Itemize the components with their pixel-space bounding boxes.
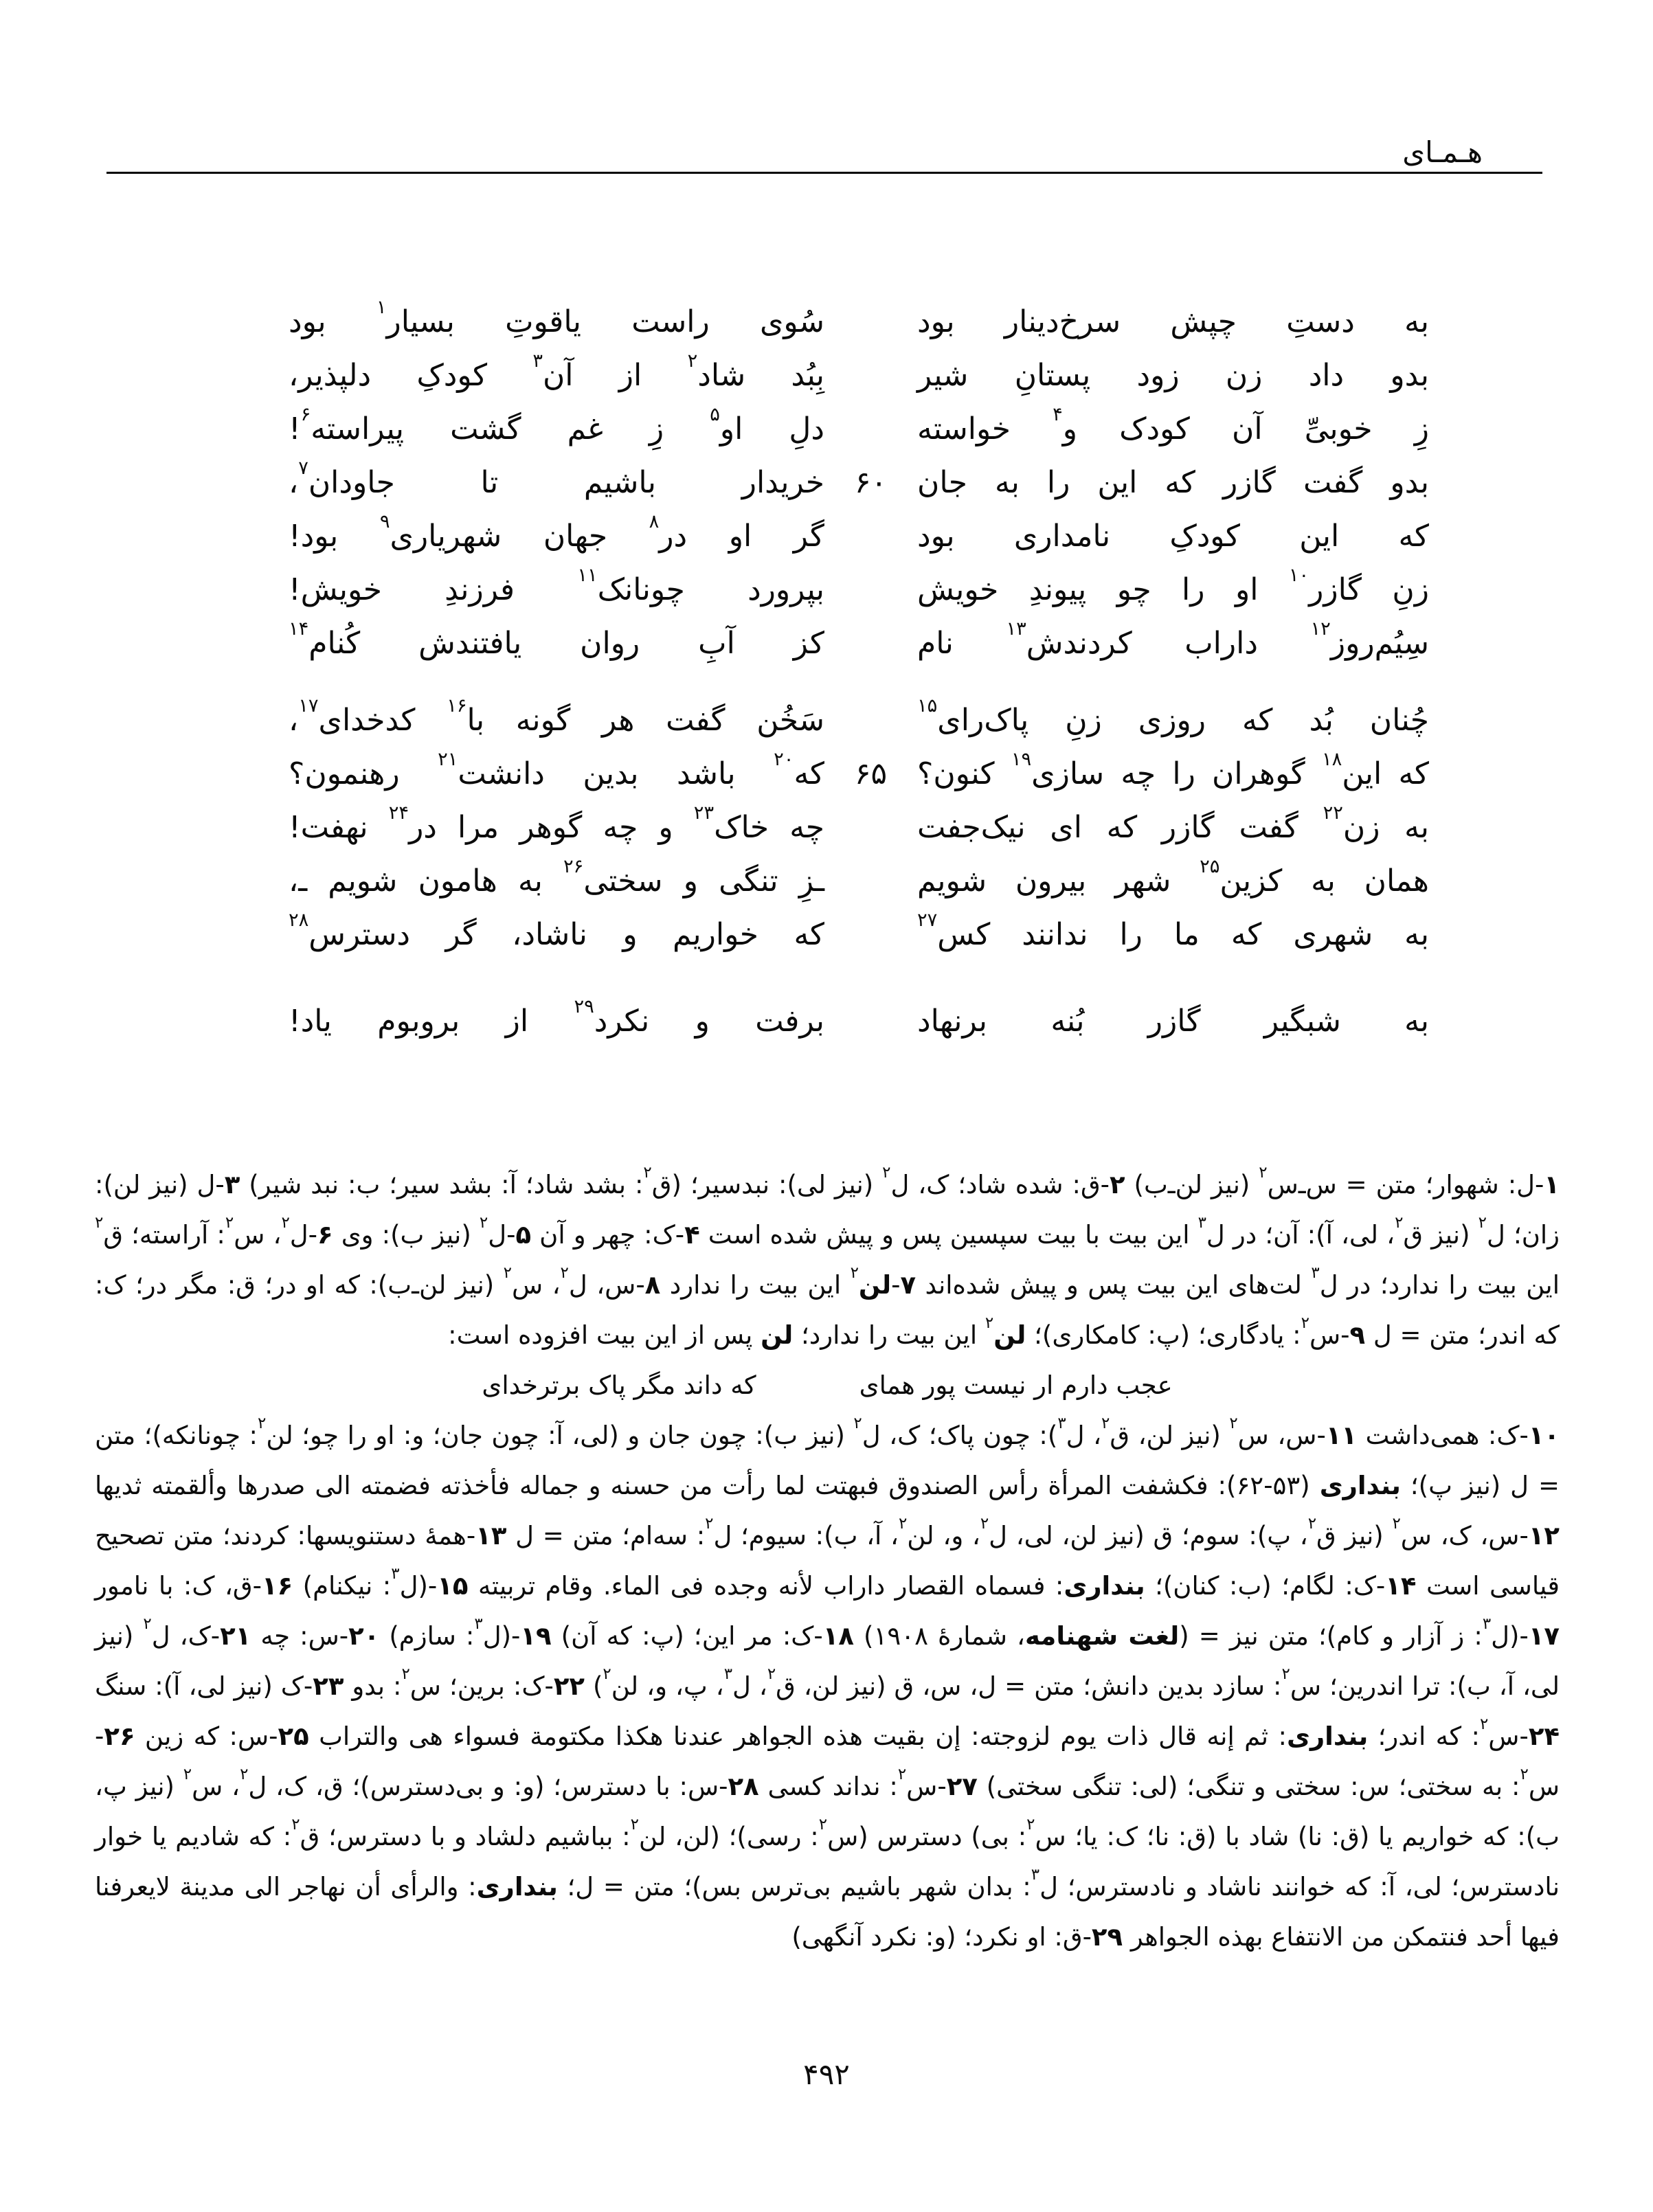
second-hemistich: بپرورد چونانک$^{۱۱}$ فرزندِ خویش! [289, 564, 824, 607]
footnote-ref: ۱۶ [447, 695, 467, 716]
footnote-ref: ۲ [630, 1816, 639, 1834]
first-hemistich: به دستِ چپش سرخ‌دینار بود [917, 304, 1429, 339]
footnote-ref: ۲ [401, 1665, 410, 1684]
footnote-ref: ۱۱ [577, 564, 598, 586]
footnote-ref: ۲۴ [388, 802, 409, 824]
footnote-ref: ۳ [532, 350, 543, 372]
inserted-verse-first-hemistich: عجب دارم ار نیست پور همای [859, 1370, 1173, 1400]
footnote-ref: ۱۴ [289, 618, 309, 640]
bold-siglum: ۲۲ [553, 1671, 585, 1701]
footnote-ref: ۲ [183, 1765, 192, 1784]
first-hemistich: که این$^{۱۸}$ گوهران را چه سازی$^{۱۹}$ کنون؟ [917, 748, 1429, 791]
second-hemistich: که خواریم و ناشاد، گر دسترس$^{۲۸}$ [289, 909, 824, 952]
bold-siglum: لن [858, 1270, 892, 1300]
footnote-ref: ۴ [1053, 403, 1063, 425]
footnote-ref: ۳ [723, 1665, 733, 1684]
stanza [289, 995, 1429, 1048]
verse-number: ۶۰ [854, 465, 888, 500]
couplet-row [289, 617, 1429, 670]
footnote-ref: ۲۳ [693, 802, 715, 824]
footnote-ref: ۲۶ [563, 855, 584, 877]
footnote-ref: ۲ [1395, 1214, 1404, 1232]
footnote-ref: ۲۸ [289, 909, 309, 931]
bold-siglum: ۲۴ [1528, 1722, 1560, 1751]
bold-siglum: ۶ [317, 1220, 333, 1250]
footnote-ref: ۲ [1479, 1715, 1489, 1734]
footnote-ref: ۲ [95, 1214, 104, 1232]
first-hemistich: بدو داد زن زود پستانِ شیر [917, 358, 1429, 393]
footnote-ref: ۶ [300, 403, 311, 425]
bold-siglum: ۱ [1544, 1170, 1560, 1199]
footnote-ref: ۲۷ [917, 909, 938, 931]
first-hemistich: چُنان بُد که روزی زنِ پاک‌رای$^{۱۵}$ [917, 695, 1429, 738]
bold-siglum: لغت شهنامه [1024, 1621, 1180, 1651]
bold-siglum: ۴ [684, 1220, 700, 1250]
bold-siglum: ۹ [1349, 1320, 1366, 1350]
second-hemistich: سَخُن گفت هر گونه با$^{۱۶}$ کدخدای$^{۱۷}$، [289, 695, 824, 738]
first-hemistich: به زن$^{۲۲}$ گفت گازر که ای نیک‌جفت [917, 802, 1429, 845]
footnote-ref: ۲ [503, 1264, 512, 1283]
couplet-row [289, 563, 1429, 617]
footnote-ref: ۲ [985, 1314, 994, 1333]
second-hemistich: برفت و نکرد$^{۲۹}$ از بروبوم یاد! [289, 995, 824, 1039]
footnote-ref: ۲ [281, 1214, 290, 1232]
couplet-row [289, 855, 1429, 908]
bold-siglum: ۱۰ [1528, 1421, 1560, 1450]
first-hemistich: به شبگیر گازر بُنه برنهاد [917, 1004, 1429, 1039]
footnote-ref: ۲ [882, 1164, 891, 1182]
footnote-ref: ۲ [291, 1816, 300, 1834]
bold-siglum: ۱۸ [822, 1621, 854, 1651]
footnote-ref: ۱۹ [1011, 748, 1032, 770]
footnote-ref: ۹ [379, 510, 390, 532]
page-number: ۴۹۲ [803, 2057, 850, 2091]
bold-siglum: ۱۲ [1528, 1521, 1560, 1550]
couplet-row [289, 747, 1429, 801]
footnote-ref: ۲ [767, 1665, 776, 1684]
footnote-ref: ۸ [649, 510, 660, 532]
footnote-ref: ۲ [687, 350, 698, 372]
footnote-ref: ۲ [258, 1414, 267, 1433]
couplet-row [289, 694, 1429, 747]
first-hemistich: زنِ گازر$^{۱۰}$ او را چو پیوندِ خویش [917, 564, 1429, 607]
bold-siglum: ۲۵ [278, 1722, 309, 1751]
footnote-ref: ۲ [897, 1765, 907, 1784]
footnote-ref: ۲۱ [438, 748, 458, 770]
footnote-ref: ۲ [240, 1765, 249, 1784]
bold-siglum: بنداری [1286, 1722, 1369, 1751]
footnote-ref: ۲ [850, 1264, 859, 1283]
footnote-ref: ۳ [1482, 1615, 1492, 1634]
footnote-ref: ۲ [1307, 1515, 1317, 1533]
footnote-ref: ۱۰ [1288, 564, 1309, 586]
footnote-ref: ۲۲ [1323, 802, 1343, 824]
bold-siglum: ۲۹ [1091, 1922, 1123, 1952]
apparatus-paragraph-1: ۱-ل: شهوار؛ متن = س‌ـ‌س$^۲$ (نیز لن‌ـ‌ب) ۲-ق: شده شاد؛ ک، ل$^۲$ (نیز لی): نبدسیر؛ (ق$^۲$: بشد شاد؛ آ: بشد سیر؛ ب: نبد شیر) ۳-ل (نیز لن): زان؛ ل$^۲$ (نیز ق$^۲$، لی، آ): آن؛ در ل$^۳$ این بیت با بیت سپسین پس و پیش شده است ۴-ک: چهر و آن ۵-ل$^۲$ (نیز ب): وی ۶-ل$^۲$، س$^۲$: آراسته؛ ق$^۲$ این بیت را ندارد؛ در ل$^۳$ لت‌های این بیت پس و پیش شده‌اند ۷-لن$^۲$ این بیت را ندارد ۸-س، ل$^۲$، س$^۲$ (نیز لن‌ـ‌ب): که او در؛ ق: مگر در؛ ک: که اندر؛ متن = ل ۹-س$^۲$: یادگاری؛ (پ: کامکاری)؛ لن$^۲$ این بیت را ندارد؛ لن پس از این بیت افزوده است: [95, 1164, 1560, 1350]
first-hemistich: همان به کزین$^{۲۵}$ شهر بیرون شویم [917, 855, 1429, 899]
couplet-row [289, 456, 1429, 510]
footnote-ref: ۲ [1478, 1214, 1487, 1232]
footnote-ref: ۲ [1229, 1414, 1238, 1433]
apparatus-paragraph-2: ۱۰-ک: همی‌داشت ۱۱-س، س$^۲$ (نیز لن، ق$^۲$، ل$^۳$): چون پاک؛ ک، ل$^۲$ (نیز ب): چون جان و (لی، آ: چون جان؛ و: او را چو؛ لن$^۲$: چونانکه)؛ متن = ل (نیز پ)؛ بنداری (۵۳-۶۲): فکشفت المرأة رأس الصندوق فبهتت لما رأت من حسنه و جماله فأخذته فضمته الی صدرها وألقمته ثدیها ۱۲-س، ک، س$^۲$ (نیز ق$^۲$، پ): سوم؛ ق (نیز لن، لی، ل$^۲$، و، لن$^۲$، آ، ب): سیوم؛ ل$^۲$: سه‌ام؛ متن = ل ۱۳-همهٔ دستنویسها: کردند؛ متن تصحیح قیاسی است ۱۴-ک: لگام؛ (ب: کنان)؛ بنداری: فسماه القصار داراب لأنه وجده فی الماء. وقام تربیته ۱۵-(ل$^۳$: نیکنام) ۱۶-ق، ک: با نامور ۱۷-(ل$^۳$: ز آزار و کام)؛ متن نیز = (لغت شهنامه، شمارهٔ ۱۹۰۸) ۱۸-ک: مر این؛ (پ: که آن) ۱۹-(ل$^۳$: سازم) ۲۰-س: چه ۲۱-ک، ل$^۲$ (نیز لی، آ، ب): ترا اندرین؛ س$^۲$: سازد بدین دانش؛ متن = ل، س، ق (نیز لن، ق$^۲$، ل$^۳$، پ، و، لن$^۲$) ۲۲-ک: برین؛ س$^۲$: بدو ۲۳-ک (نیز لی، آ): سنگ ۲۴-س$^۲$: که اندر؛ بنداری: ثم إنه قال ذات یوم لزوجته: إن بقیت هذه الجواهر عندنا هکذا مکتومة فسواء هی والتراب ۲۵-س: که زین ۲۶-س$^۲$: به سختی؛ س: سختی و تنگی؛ (لی: تنگی سختی) ۲۷-س$^۲$: نداند کسی ۲۸-س: با دسترس؛ (و: و بی‌دسترس)؛ ق، ک، ل$^۲$، س$^۲$ (نیز پ، ب): که خواریم یا (ق: نا) شاد با (ق: نا؛ ک: یا؛ س$^۲$: بی) دسترس (س$^۲$: رسی)؛ (لن، لن$^۲$: بباشیم دلشاد و با دسترس؛ ق$^۲$: که شادیم یا خوار نادسترس؛ لی، آ: که خوانند ناشاد و نادسترس؛ ل$^۳$: بدان شهر باشیم بی‌ترس بس)؛ متن = ل؛ بنداری: والرأی أن نهاجر الی مدینة لایعرفنا فیها أحد فنتمکن من الانتفاع بهذه الجواهر ۲۹-ق: او نکرد؛ (و: نکرد آنگهی) [95, 1414, 1560, 1952]
footnote-ref: ۱۸ [1321, 748, 1342, 770]
bold-siglum: ۱۶ [261, 1571, 293, 1601]
bold-siglum: ۳ [224, 1170, 240, 1199]
bold-siglum: بنداری [1319, 1471, 1401, 1500]
footnote-ref: ۱۵ [917, 695, 938, 716]
footnote-ref: ۲ [1101, 1414, 1110, 1433]
second-hemistich: سُوی راست یاقوتِ بسیار$^۱$ بود [289, 296, 825, 339]
bold-siglum: ۱۴ [1385, 1571, 1417, 1601]
footnote-ref: ۱۳ [1006, 618, 1026, 640]
footnote-ref: ۲ [705, 1515, 714, 1533]
footnote-ref: ۲ [603, 1665, 611, 1684]
footnote-ref: ۳ [1031, 1866, 1040, 1884]
footnote-ref: ۲ [560, 1264, 569, 1283]
couplet-row [289, 908, 1429, 962]
bold-siglum: ۱۳ [475, 1521, 507, 1550]
first-hemistich: به شهری که ما را ندانند کس$^{۲۷}$ [917, 909, 1429, 952]
bold-siglum: ۲ [1110, 1170, 1125, 1199]
footnote-ref: ۲ [1392, 1515, 1401, 1533]
apparatus-inserted-verse [95, 1360, 1560, 1410]
footnote-ref: ۲ [1301, 1314, 1309, 1333]
couplet-row [289, 295, 1429, 349]
second-hemistich: بِبُد شاد$^۲$ از آن$^۳$ کودکِ دلپذیر، [289, 350, 824, 393]
footnote-ref: ۳ [1197, 1214, 1206, 1232]
first-hemistich: زِ خوبیِّ آن کودک و$^۴$ خواسته [917, 403, 1430, 447]
footnote-ref: ۱۲ [1310, 618, 1331, 640]
bold-siglum: ۲۰ [348, 1621, 380, 1651]
footnote-ref: ۲۵ [1200, 855, 1220, 877]
inserted-verse-second-hemistich: که داند مگر پاک برترخدای [482, 1370, 756, 1400]
footnote-ref: ۳ [391, 1565, 400, 1583]
footnote-ref: ۳ [1311, 1264, 1320, 1283]
bold-siglum: لن [761, 1320, 794, 1350]
footnote-ref: ۲ [479, 1214, 488, 1232]
bold-siglum: ۲۷ [946, 1772, 978, 1801]
footnote-ref: ۳ [1057, 1414, 1066, 1433]
footnote-ref: ۲ [1259, 1164, 1268, 1182]
bold-siglum: ۱۵ [437, 1571, 469, 1601]
bold-siglum: بنداری [476, 1872, 558, 1901]
first-hemistich: سِیُم‌روز$^{۱۲}$ داراب کردندش$^{۱۳}$ نام [917, 618, 1429, 661]
couplet-row [289, 349, 1429, 403]
second-hemistich: ـزِ تنگی و سختی$^{۲۶}$ به هامون شویم ـ، [289, 855, 824, 899]
second-hemistich: که$^{۲۰}$ باشد بدین دانشت$^{۲۱}$ رهنمون؟ [289, 748, 824, 791]
footnote-ref: ۲۹ [574, 995, 594, 1017]
footnote-ref: ۲۰ [774, 748, 794, 770]
poem-block [289, 295, 1429, 1048]
stanza [289, 694, 1429, 962]
verse-number: ۶۵ [854, 756, 888, 791]
second-hemistich: چه خاک$^{۲۳}$ و چه گوهر مرا در$^{۲۴}$ نهفت! [289, 802, 824, 845]
second-hemistich: گر او در$^۸$ جهان شهریاری$^۹$ بود! [289, 510, 825, 554]
bold-siglum: ۲۶ [104, 1722, 135, 1751]
couplet-row [289, 995, 1429, 1048]
footnote-ref: ۲ [818, 1816, 828, 1834]
bold-siglum: ۲۸ [728, 1772, 759, 1801]
bold-siglum: ۸ [644, 1270, 661, 1300]
bold-siglum: ۱۹ [520, 1621, 552, 1651]
footnote-ref: ۵ [710, 403, 720, 425]
footnote-ref: ۲ [1281, 1665, 1290, 1684]
footnote-ref: ۳ [474, 1615, 483, 1634]
header-rule [106, 172, 1542, 174]
footnote-ref: ۲ [898, 1515, 908, 1533]
bold-siglum: ۷ [900, 1270, 917, 1300]
bold-siglum: ۱۱ [1325, 1421, 1357, 1450]
footnote-ref: ۱۷ [298, 695, 319, 716]
couplet-row [289, 510, 1429, 563]
footnote-ref: ۷ [298, 457, 308, 479]
stanza [289, 295, 1429, 670]
running-head-title: هـمـای [1402, 135, 1483, 169]
bold-siglum: ۵ [515, 1220, 532, 1250]
couplet-row [289, 801, 1429, 855]
second-hemistich: کز آبِ روان یافتندش کُنام$^{۱۴}$ [289, 618, 824, 661]
bold-siglum: بنداری [1064, 1571, 1145, 1601]
critical-apparatus [95, 1160, 1560, 1962]
second-hemistich: دلِ او$^۵$ زِ غم گشت پیراسته$^۶$! [289, 403, 824, 447]
footnote-ref: ۲ [980, 1515, 989, 1533]
bold-siglum: ۲۳ [313, 1671, 344, 1701]
bold-siglum: ۲۱ [220, 1621, 251, 1651]
couplet-row [289, 403, 1429, 456]
footnote-ref: ۲ [1026, 1816, 1035, 1834]
footnote-ref: ۲ [143, 1615, 152, 1634]
footnote-ref: ۲ [1520, 1765, 1529, 1784]
footnote-ref: ۱ [376, 296, 387, 318]
footnote-ref: ۲ [853, 1414, 862, 1433]
footnote-ref: ۲ [643, 1164, 652, 1182]
second-hemistich: خریدار باشیم تا جاودان$^۷$، [289, 457, 824, 500]
first-hemistich: که این کودکِ نامداری بود [917, 519, 1429, 554]
footnote-ref: ۲ [225, 1214, 234, 1232]
first-hemistich: بدو گفت گازر که این را به جان [917, 465, 1429, 500]
bold-siglum: ۱۷ [1528, 1621, 1560, 1651]
bold-siglum: لن [993, 1320, 1026, 1350]
